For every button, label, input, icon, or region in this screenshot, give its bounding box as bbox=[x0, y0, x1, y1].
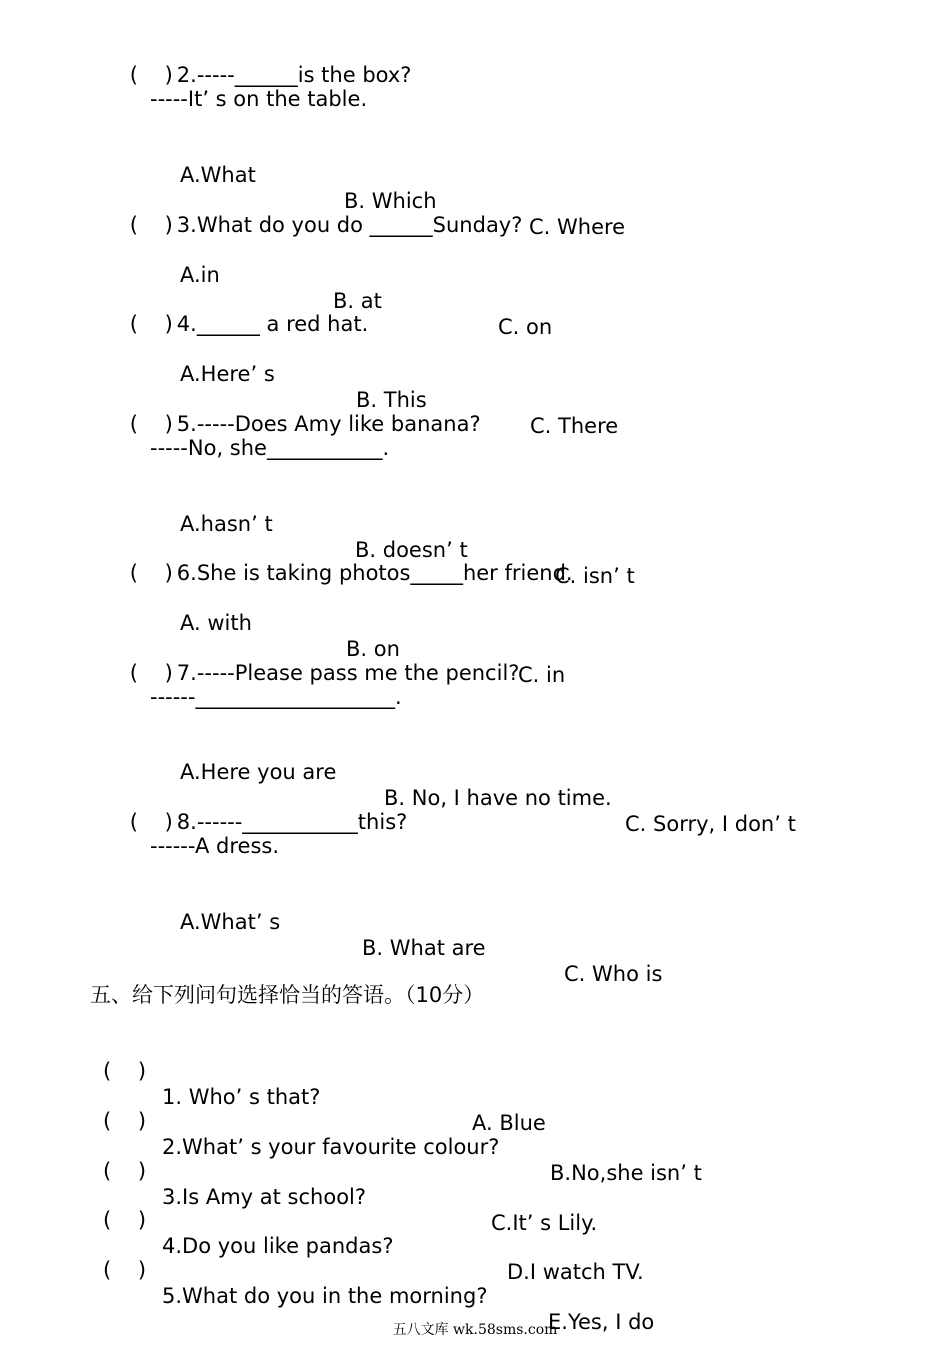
option-a: A.Here you are bbox=[180, 760, 337, 784]
question-stem: ______ a red hat. bbox=[196, 312, 369, 336]
question-number: 2. bbox=[176, 63, 197, 87]
option-b: B. Which bbox=[344, 189, 437, 213]
option-b: B. on bbox=[346, 637, 400, 661]
question-stem: -----Please pass me the pencil? bbox=[196, 661, 520, 685]
option-b: B. doesn’ t bbox=[355, 538, 468, 562]
question-stem: -----Does Amy like banana? bbox=[196, 412, 481, 436]
option-c: C. There bbox=[530, 414, 619, 438]
answer-parens: ( ) bbox=[129, 312, 173, 336]
question-number: 8. bbox=[176, 810, 197, 834]
answer-parens: ( ) bbox=[129, 213, 173, 237]
question-stem: -----______is the box? bbox=[196, 63, 412, 87]
match-question: 5.What do you in the morning? bbox=[162, 1284, 488, 1308]
answer-parens: ( ) bbox=[129, 561, 173, 585]
answer-parens: ( ) bbox=[103, 1208, 147, 1232]
question-number: 7. bbox=[176, 661, 197, 685]
answer-parens: ( ) bbox=[103, 1159, 147, 1183]
answer-parens: ( ) bbox=[129, 810, 173, 834]
match-question: 1. Who’ s that? bbox=[162, 1085, 321, 1109]
option-b: B. This bbox=[356, 388, 427, 412]
answer-parens: ( ) bbox=[103, 1109, 147, 1133]
option-a: A.hasn’ t bbox=[180, 512, 273, 536]
question-number: 6. bbox=[176, 561, 197, 585]
match-answer: B.No,she isn’ t bbox=[550, 1161, 702, 1185]
match-row-5 bbox=[0, 1231, 950, 1361]
answer-parens: ( ) bbox=[129, 661, 173, 685]
question-2-reply: -----It’ s on the table. bbox=[150, 87, 368, 111]
question-stem: She is taking photos_____her friend. bbox=[196, 561, 573, 585]
match-question: 2.What’ s your favourite colour? bbox=[162, 1135, 500, 1159]
match-question: 3.Is Amy at school? bbox=[162, 1185, 367, 1209]
question-5-reply: -----No, she___________. bbox=[150, 436, 390, 460]
match-question: 4.Do you like pandas? bbox=[162, 1234, 394, 1258]
match-answer: C.It’ s Lily. bbox=[491, 1211, 598, 1235]
question-stem: What do you do ______Sunday? bbox=[196, 213, 523, 237]
question-stem: ------___________this? bbox=[196, 810, 408, 834]
answer-parens: ( ) bbox=[103, 1258, 147, 1282]
match-answer: A. Blue bbox=[472, 1111, 546, 1135]
answer-parens: ( ) bbox=[103, 1059, 147, 1083]
option-b: B. at bbox=[333, 289, 382, 313]
option-c: C. in bbox=[518, 663, 566, 687]
answer-parens: ( ) bbox=[129, 63, 173, 87]
section-heading: 五、给下列问句选择恰当的答语。（10分） bbox=[90, 983, 485, 1007]
question-7-reply: ------___________________. bbox=[150, 685, 402, 709]
option-c: C. Who is bbox=[564, 962, 663, 986]
option-a: A. with bbox=[180, 611, 252, 635]
footer-watermark: 五八文库 wk.58sms.com bbox=[392, 1322, 558, 1338]
match-answer: D.I watch TV. bbox=[507, 1260, 644, 1284]
option-a: A.Here’ s bbox=[180, 362, 275, 386]
answer-parens: ( ) bbox=[129, 412, 173, 436]
option-c: C. on bbox=[498, 315, 553, 339]
question-number: 5. bbox=[176, 412, 197, 436]
option-b: B. What are bbox=[362, 936, 486, 960]
question-number: 4. bbox=[176, 312, 197, 336]
option-c: C. Sorry, I don’ t bbox=[625, 812, 796, 836]
option-c: C. isn’ t bbox=[555, 564, 635, 588]
match-answer: E.Yes, I do bbox=[548, 1310, 655, 1334]
question-number: 3. bbox=[176, 213, 197, 237]
option-a: A.What bbox=[180, 163, 256, 187]
option-a: A.in bbox=[180, 263, 220, 287]
option-b: B. No, I have no time. bbox=[384, 786, 612, 810]
option-c: C. Where bbox=[529, 215, 626, 239]
question-8-reply: ------A dress. bbox=[150, 834, 280, 858]
option-a: A.What’ s bbox=[180, 910, 281, 934]
